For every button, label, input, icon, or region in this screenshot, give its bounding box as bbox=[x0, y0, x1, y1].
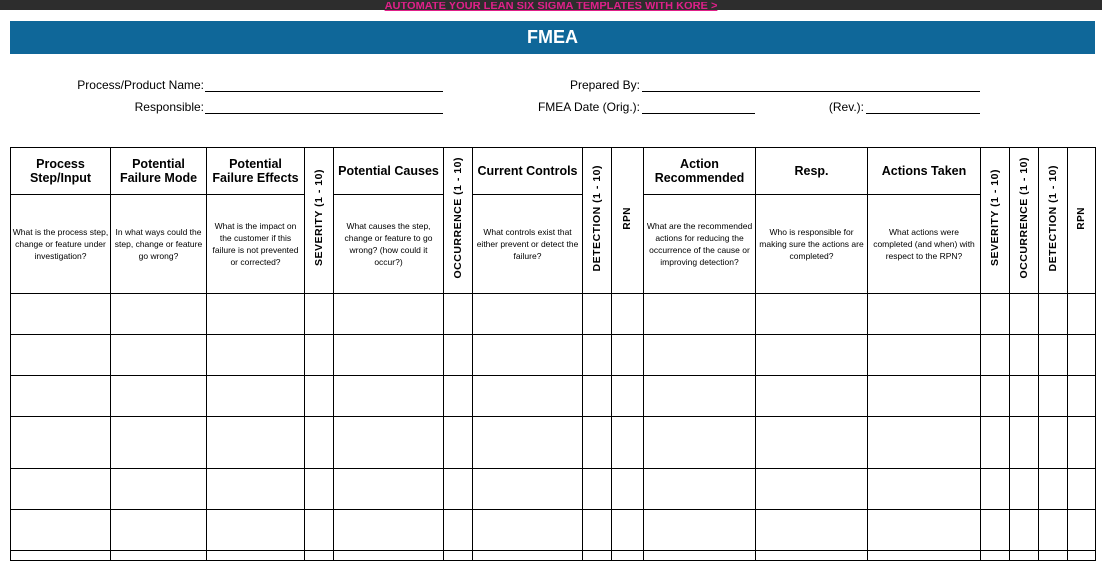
table-cell[interactable] bbox=[644, 510, 756, 551]
table-cell[interactable] bbox=[111, 294, 207, 335]
table-cell[interactable] bbox=[444, 294, 473, 335]
table-cell[interactable] bbox=[612, 376, 644, 417]
table-cell[interactable] bbox=[612, 510, 644, 551]
responsible-label: Responsible: bbox=[134, 100, 204, 114]
table-cell[interactable] bbox=[111, 335, 207, 376]
responsible-field[interactable] bbox=[205, 113, 443, 114]
table-row bbox=[11, 294, 1096, 335]
table-cell[interactable] bbox=[11, 469, 111, 510]
table-cell[interactable] bbox=[981, 294, 1010, 335]
process-product-name-field[interactable] bbox=[205, 91, 443, 92]
table-cell[interactable] bbox=[583, 335, 612, 376]
table-cell[interactable] bbox=[305, 376, 334, 417]
header-causes: Potential Causes bbox=[334, 148, 444, 195]
table-cell[interactable] bbox=[644, 551, 756, 561]
table-cell[interactable] bbox=[334, 469, 444, 510]
table-cell[interactable] bbox=[868, 469, 981, 510]
table-cell[interactable] bbox=[981, 335, 1010, 376]
table-cell[interactable] bbox=[334, 417, 444, 469]
table-cell[interactable] bbox=[1010, 294, 1039, 335]
header-resp: Resp. bbox=[756, 148, 868, 195]
table-cell[interactable] bbox=[1010, 417, 1039, 469]
header-rpn bbox=[612, 148, 644, 294]
table-cell[interactable] bbox=[444, 335, 473, 376]
rpn-2-label: RPN bbox=[1076, 206, 1087, 230]
table-cell[interactable] bbox=[11, 376, 111, 417]
rev-label: (Rev.): bbox=[828, 100, 864, 114]
desc-failure-effects: What is the impact on the customer if this failure is not prevented or corrected? bbox=[207, 195, 305, 294]
table-cell[interactable] bbox=[1039, 417, 1068, 469]
table-cell[interactable] bbox=[868, 417, 981, 469]
desc-resp: Who is responsible for making sure the actions are completed? bbox=[756, 195, 868, 294]
table-row bbox=[11, 417, 1096, 469]
desc-controls: What controls exist that either prevent or detect the failure? bbox=[473, 195, 583, 294]
table-cell[interactable] bbox=[11, 294, 111, 335]
header-action-recommended: Action Recommended bbox=[644, 148, 756, 195]
table-cell[interactable] bbox=[1039, 294, 1068, 335]
table-cell[interactable] bbox=[1039, 335, 1068, 376]
table-cell[interactable] bbox=[644, 469, 756, 510]
table-cell[interactable] bbox=[981, 376, 1010, 417]
table-cell[interactable] bbox=[334, 376, 444, 417]
table-cell[interactable] bbox=[756, 335, 868, 376]
table-cell[interactable] bbox=[583, 469, 612, 510]
table-cell[interactable] bbox=[644, 417, 756, 469]
table-cell[interactable] bbox=[1010, 510, 1039, 551]
table-cell[interactable] bbox=[583, 376, 612, 417]
table-cell[interactable] bbox=[644, 335, 756, 376]
table-cell[interactable] bbox=[644, 376, 756, 417]
table-cell[interactable] bbox=[756, 510, 868, 551]
severity-2-label: SEVERITY (1 - 10) bbox=[989, 169, 1001, 267]
detection-label: DETECTION (1 - 10) bbox=[591, 164, 603, 272]
table-cell[interactable] bbox=[305, 417, 334, 469]
table-cell[interactable] bbox=[473, 469, 583, 510]
prepared-by-label: Prepared By: bbox=[569, 78, 640, 92]
table-row bbox=[11, 551, 1096, 561]
table-cell[interactable] bbox=[207, 335, 305, 376]
table-cell[interactable] bbox=[11, 417, 111, 469]
table-cell[interactable] bbox=[207, 417, 305, 469]
table-cell[interactable] bbox=[473, 551, 583, 561]
table-cell[interactable] bbox=[1039, 510, 1068, 551]
table-cell[interactable] bbox=[583, 551, 612, 561]
table-cell[interactable] bbox=[612, 335, 644, 376]
table-cell[interactable] bbox=[1068, 551, 1096, 561]
severity-label: SEVERITY (1 - 10) bbox=[313, 169, 325, 267]
table-cell[interactable] bbox=[207, 376, 305, 417]
table-cell[interactable] bbox=[583, 510, 612, 551]
desc-failure-mode: In what ways could the step, change or feature go wrong? bbox=[111, 195, 207, 294]
header-process-step: Process Step/Input bbox=[11, 148, 111, 195]
header-severity bbox=[305, 148, 334, 294]
table-cell[interactable] bbox=[444, 510, 473, 551]
table-cell[interactable] bbox=[111, 551, 207, 561]
promo-link[interactable]: AUTOMATE YOUR LEAN SIX SIGMA TEMPLATES WITH KORE > bbox=[384, 2, 718, 12]
desc-action-recommended: What are the recommended actions for reducing the occurrence of the cause or improving detection? bbox=[644, 195, 756, 294]
table-cell[interactable] bbox=[11, 335, 111, 376]
table-cell[interactable] bbox=[981, 469, 1010, 510]
desc-actions-taken: What actions were completed (and when) with respect to the RPN? bbox=[868, 195, 981, 294]
table-cell[interactable] bbox=[756, 469, 868, 510]
desc-process-step: What is the process step, change or feature under investigation? bbox=[11, 195, 111, 294]
table-cell[interactable] bbox=[111, 417, 207, 469]
table-cell[interactable] bbox=[473, 335, 583, 376]
table-cell[interactable] bbox=[473, 510, 583, 551]
header-detection bbox=[583, 148, 612, 294]
table-cell[interactable] bbox=[868, 510, 981, 551]
table-row bbox=[11, 376, 1096, 417]
table-row bbox=[11, 335, 1096, 376]
header-failure-effects: Potential Failure Effects bbox=[207, 148, 305, 195]
table-cell[interactable] bbox=[305, 469, 334, 510]
fmea-table bbox=[10, 147, 1096, 561]
process-product-name-label: Process/Product Name: bbox=[77, 78, 204, 92]
table-row bbox=[11, 510, 1096, 551]
header-actions-taken: Actions Taken bbox=[868, 148, 981, 195]
header-occurrence bbox=[444, 148, 473, 294]
occurrence-2-label: OCCURRENCE (1 - 10) bbox=[1018, 157, 1030, 279]
table-cell[interactable] bbox=[756, 551, 868, 561]
table-cell[interactable] bbox=[305, 335, 334, 376]
table-cell[interactable] bbox=[868, 335, 981, 376]
table-cell[interactable] bbox=[1010, 335, 1039, 376]
table-cell[interactable] bbox=[1068, 335, 1096, 376]
header-occurrence-2 bbox=[1010, 148, 1039, 294]
table-cell[interactable] bbox=[756, 294, 868, 335]
table-cell[interactable] bbox=[1068, 469, 1096, 510]
table-cell[interactable] bbox=[207, 510, 305, 551]
occurrence-label: OCCURRENCE (1 - 10) bbox=[452, 157, 464, 279]
desc-causes: What causes the step, change or feature to go wrong? (how could it occur?) bbox=[334, 195, 444, 294]
table-cell[interactable] bbox=[756, 417, 868, 469]
table-cell[interactable] bbox=[111, 469, 207, 510]
table-cell[interactable] bbox=[1068, 510, 1096, 551]
table-cell[interactable] bbox=[644, 294, 756, 335]
table-cell[interactable] bbox=[334, 551, 444, 561]
fmea-date-label: FMEA Date (Orig.): bbox=[537, 100, 640, 114]
header-detection-2 bbox=[1039, 148, 1068, 294]
table-cell[interactable] bbox=[1068, 417, 1096, 469]
table-cell[interactable] bbox=[612, 294, 644, 335]
table-cell[interactable] bbox=[207, 294, 305, 335]
table-cell[interactable] bbox=[473, 376, 583, 417]
table-cell[interactable] bbox=[473, 417, 583, 469]
table-cell[interactable] bbox=[334, 510, 444, 551]
table-cell[interactable] bbox=[981, 417, 1010, 469]
fmea-table-wrapper bbox=[10, 147, 1096, 561]
table-cell[interactable] bbox=[868, 376, 981, 417]
table-cell[interactable] bbox=[981, 551, 1010, 561]
table-cell[interactable] bbox=[305, 294, 334, 335]
detection-2-label: DETECTION (1 - 10) bbox=[1047, 164, 1059, 272]
table-cell[interactable] bbox=[444, 551, 473, 561]
table-cell[interactable] bbox=[11, 510, 111, 551]
rpn-label: RPN bbox=[622, 206, 633, 230]
header-severity-2 bbox=[981, 148, 1010, 294]
table-cell[interactable] bbox=[1068, 376, 1096, 417]
header-controls: Current Controls bbox=[473, 148, 583, 195]
table-cell[interactable] bbox=[1039, 551, 1068, 561]
table-cell[interactable] bbox=[1039, 376, 1068, 417]
table-cell[interactable] bbox=[473, 294, 583, 335]
table-cell[interactable] bbox=[612, 417, 644, 469]
table-cell[interactable] bbox=[612, 469, 644, 510]
table-cell[interactable] bbox=[444, 469, 473, 510]
table-cell[interactable] bbox=[583, 417, 612, 469]
table-cell[interactable] bbox=[305, 510, 334, 551]
table-cell[interactable] bbox=[756, 376, 868, 417]
table-cell[interactable] bbox=[1010, 551, 1039, 561]
table-cell[interactable] bbox=[1068, 294, 1096, 335]
table-cell[interactable] bbox=[111, 376, 207, 417]
table-cell[interactable] bbox=[981, 510, 1010, 551]
table-cell[interactable] bbox=[11, 551, 111, 561]
page-title: FMEA bbox=[10, 21, 1095, 54]
table-cell[interactable] bbox=[583, 294, 612, 335]
prepared-by-field[interactable] bbox=[642, 91, 980, 92]
table-cell[interactable] bbox=[334, 335, 444, 376]
table-cell[interactable] bbox=[111, 510, 207, 551]
fmea-date-field[interactable] bbox=[642, 113, 755, 114]
table-cell[interactable] bbox=[1039, 469, 1068, 510]
table-cell[interactable] bbox=[868, 551, 981, 561]
table-cell[interactable] bbox=[207, 469, 305, 510]
table-cell[interactable] bbox=[1010, 376, 1039, 417]
table-cell[interactable] bbox=[305, 551, 334, 561]
table-cell[interactable] bbox=[334, 294, 444, 335]
rev-date-field[interactable] bbox=[866, 113, 980, 114]
table-cell[interactable] bbox=[207, 551, 305, 561]
table-cell[interactable] bbox=[1010, 469, 1039, 510]
table-cell[interactable] bbox=[612, 551, 644, 561]
header-failure-mode: Potential Failure Mode bbox=[111, 148, 207, 195]
table-cell[interactable] bbox=[444, 417, 473, 469]
table-row bbox=[11, 469, 1096, 510]
table-cell[interactable] bbox=[868, 294, 981, 335]
table-cell[interactable] bbox=[444, 376, 473, 417]
header-rpn-2 bbox=[1068, 148, 1096, 294]
